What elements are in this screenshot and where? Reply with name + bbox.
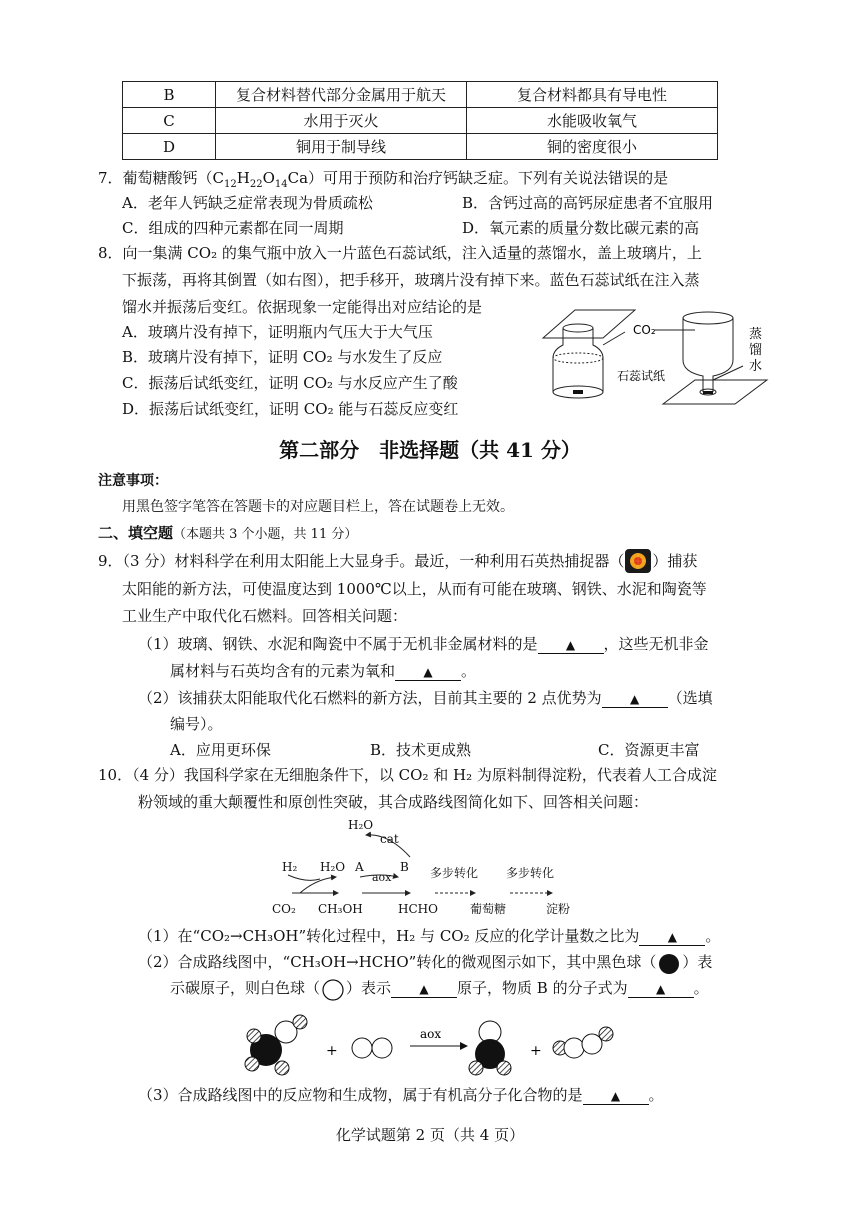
- notes-label: 注意事项：: [98, 473, 168, 489]
- q9-option-c: C．资源更丰富: [598, 741, 700, 759]
- table-cell: D: [123, 134, 216, 160]
- text: （1）玻璃、钢铁、水泥和陶瓷中不属于无机非金属材料的是: [138, 635, 538, 653]
- text: 属材料与石英均含有的元素为氧和: [170, 662, 396, 680]
- text: 。: [705, 927, 721, 945]
- text: （1）在“CO₂→CH₃OH”转化过程中，H₂ 与 CO₂ 反应的化学计量数之比为: [138, 927, 640, 945]
- route-a: A: [355, 860, 364, 874]
- q8-option-b: B．玻璃片没有掉下，证明 CO₂ 与水发生了反应: [122, 348, 443, 366]
- q8-line2: 下振荡，再将其倒置（如右图），把手移开，玻璃片没有掉下来。蓝色石蕊试纸在注入蒸: [122, 271, 700, 289]
- micro-aox: aox: [420, 1027, 442, 1041]
- text: （2）该捕获太阳能取代化石燃料的新方法，目前其主要的 2 点优势为: [138, 689, 602, 707]
- text: （3）合成路线图中的反应物和生成物，属于有机高分子化合物的是: [138, 1086, 583, 1104]
- blank-marker: ▲: [419, 982, 429, 996]
- q9-option-b: B．技术更成熟: [370, 741, 472, 759]
- blank-marker: ▲: [667, 930, 677, 944]
- answer-blank[interactable]: [391, 979, 457, 998]
- text: ）表示: [346, 979, 392, 997]
- route-step2: 多步转化: [506, 866, 555, 880]
- table-row: [123, 108, 718, 134]
- route-starch: 淀粉: [546, 902, 571, 916]
- notes-text: 用黑色签字笔答在答题卡的对应题目栏上，答在试题卷上无效。: [122, 499, 514, 515]
- q7-option-a: A．老年人钙缺乏症常表现为骨质疏松: [122, 194, 373, 212]
- table-cell: 铜的密度很小: [467, 134, 718, 160]
- blank-marker: ▲: [423, 665, 433, 679]
- synthesis-route-diagram: [270, 815, 600, 920]
- text: ，这些无机非金: [603, 635, 709, 653]
- q9-part2-cont: 编号）。: [170, 715, 223, 733]
- micro-plus-1: +: [326, 1043, 338, 1059]
- q9-part1-cont: [170, 659, 476, 683]
- q10-line2: 粉领域的重大颠覆性和原创性突破，其合成路线图简化如下、回答相关问题：: [138, 793, 649, 811]
- text: ）表: [682, 953, 713, 971]
- paper-label: 石蕊试纸: [617, 369, 666, 383]
- water-label-2: 馏: [749, 343, 763, 358]
- co2-label: CO₂: [633, 323, 656, 337]
- text: 22: [249, 179, 263, 190]
- table-row: [123, 134, 718, 160]
- text: 14: [274, 179, 288, 190]
- water-label-1: 蒸: [749, 327, 763, 342]
- text: H: [236, 169, 250, 187]
- route-cat: cat: [380, 832, 399, 846]
- q10-line1: 10．（4 分）我国科学家在无细胞条件下，以 CO₂ 和 H₂ 为原料制得淀粉，代表着人工合成淀: [98, 766, 717, 784]
- text: 原子，物质 B 的分子式为: [457, 979, 628, 997]
- micro-plus-2: +: [530, 1043, 542, 1059]
- table-cell: 铜用于制导线: [216, 134, 467, 160]
- table-cell: 复合材料替代部分金属用于航天: [216, 82, 467, 108]
- q8-option-d: D．振荡后试纸变红，证明 CO₂ 能与石蕊反应变红: [122, 400, 459, 418]
- q10-part1: [138, 924, 720, 948]
- blank-marker: ▲: [610, 1089, 621, 1103]
- text: 二、填空题: [98, 524, 174, 542]
- q10-part3: [138, 1083, 664, 1107]
- section-title: [98, 521, 357, 547]
- text: ）捕获: [652, 552, 698, 570]
- text: 示碳原子，则白色球（: [170, 979, 321, 997]
- text: （本题共 3 个小题，共 11 分）: [173, 527, 358, 542]
- q8-option-c: C．振荡后试纸变红，证明 CO₂ 与水反应产生了酸: [122, 374, 458, 392]
- q7-option-b: B．含钙过高的高钙尿症患者不宜服用: [462, 194, 714, 212]
- text: 7．葡萄糖酸钙（C: [98, 169, 225, 187]
- table-cell: 复合材料都具有导电性: [467, 82, 718, 108]
- q9-line2: 太阳能的新方法，可使温度达到 1000℃以上，从而有可能在玻璃、钢铁、水泥和陶瓷等: [122, 580, 707, 598]
- gas-bottle-figure: [535, 300, 785, 415]
- q8-line3: 馏水并振荡后变红。依据现象一定能得出对应结论的是: [122, 298, 483, 316]
- blank-marker: ▲: [565, 638, 576, 652]
- route-hcho: HCHO: [398, 902, 438, 916]
- black-ball-icon: [656, 952, 682, 974]
- q7-option-d: D．氧元素的质量分数比碳元素的高: [462, 219, 700, 237]
- answer-blank[interactable]: [602, 689, 668, 708]
- route-h2o: H₂O: [320, 860, 346, 874]
- micro-reaction-diagram: [240, 1010, 620, 1090]
- text: 12: [224, 179, 237, 190]
- route-ch3oh: CH₃OH: [318, 902, 363, 916]
- q9-option-a: A．应用更环保: [170, 741, 271, 759]
- text: O: [262, 169, 275, 187]
- table-cell: 水能吸收氧气: [467, 108, 718, 134]
- q10-part2-cont: [170, 976, 709, 1000]
- route-co2: CO₂: [272, 902, 296, 916]
- water-label-3: 水: [749, 359, 763, 374]
- q9-part1: [138, 632, 709, 656]
- text: Ca）可用于预防和治疗钙缺乏症。下列有关说法错误的是: [287, 169, 669, 187]
- text: 9．（3 分）材料科学在利用太阳能上大显身手。最近，一种利用石英热捕捉器（: [98, 552, 625, 570]
- answer-blank[interactable]: [583, 1086, 649, 1105]
- route-b: B: [400, 860, 409, 874]
- table-cell: C: [123, 108, 216, 134]
- table-cell: B: [123, 82, 216, 108]
- table-row: [123, 82, 718, 108]
- text: 。: [461, 662, 477, 680]
- q8-line1: 8．向一集满 CO₂ 的集气瓶中放入一片蓝色石蕊试纸，注入适量的蒸馏水，盖上玻璃片，上: [98, 244, 702, 262]
- answer-blank[interactable]: [538, 635, 604, 654]
- q9-line3: 工业生产中取代化石燃料。回答相关问题：: [122, 607, 408, 625]
- route-glucose: 葡萄糖: [470, 902, 507, 916]
- answer-blank[interactable]: [628, 979, 694, 998]
- white-ball-icon: [320, 978, 346, 1000]
- text: 。: [693, 979, 709, 997]
- quartz-icon: [624, 550, 652, 574]
- route-aox: aox: [372, 871, 392, 884]
- table-cell: 水用于灭火: [216, 108, 467, 134]
- q9-part2: [138, 686, 713, 710]
- answer-blank[interactable]: [639, 927, 705, 946]
- q10-part2: [138, 950, 712, 974]
- page-footer: 化学试题第 2 页（共 4 页）: [335, 1126, 525, 1144]
- route-h2o-top: H₂O: [348, 818, 374, 832]
- options-table: [122, 81, 718, 160]
- q8-option-a: A．玻璃片没有掉下，证明瓶内气压大于大气压: [122, 323, 433, 341]
- q7-option-c: C．组成的四种元素都在同一周期: [122, 219, 344, 237]
- q9-line1: [98, 549, 697, 574]
- blank-marker: ▲: [655, 982, 666, 996]
- route-h2: H₂: [282, 860, 298, 874]
- text: （2）合成路线图中，“CH₃OH→HCHO”转化的微观图示如下，其中黑色球（: [138, 953, 657, 971]
- answer-blank[interactable]: [395, 662, 461, 681]
- blank-marker: ▲: [630, 692, 640, 706]
- route-step1: 多步转化: [430, 866, 479, 880]
- text: 。: [648, 1086, 664, 1104]
- part2-title: 第二部分 非选择题（共 41 分）: [279, 438, 581, 462]
- text: （选填: [667, 689, 713, 707]
